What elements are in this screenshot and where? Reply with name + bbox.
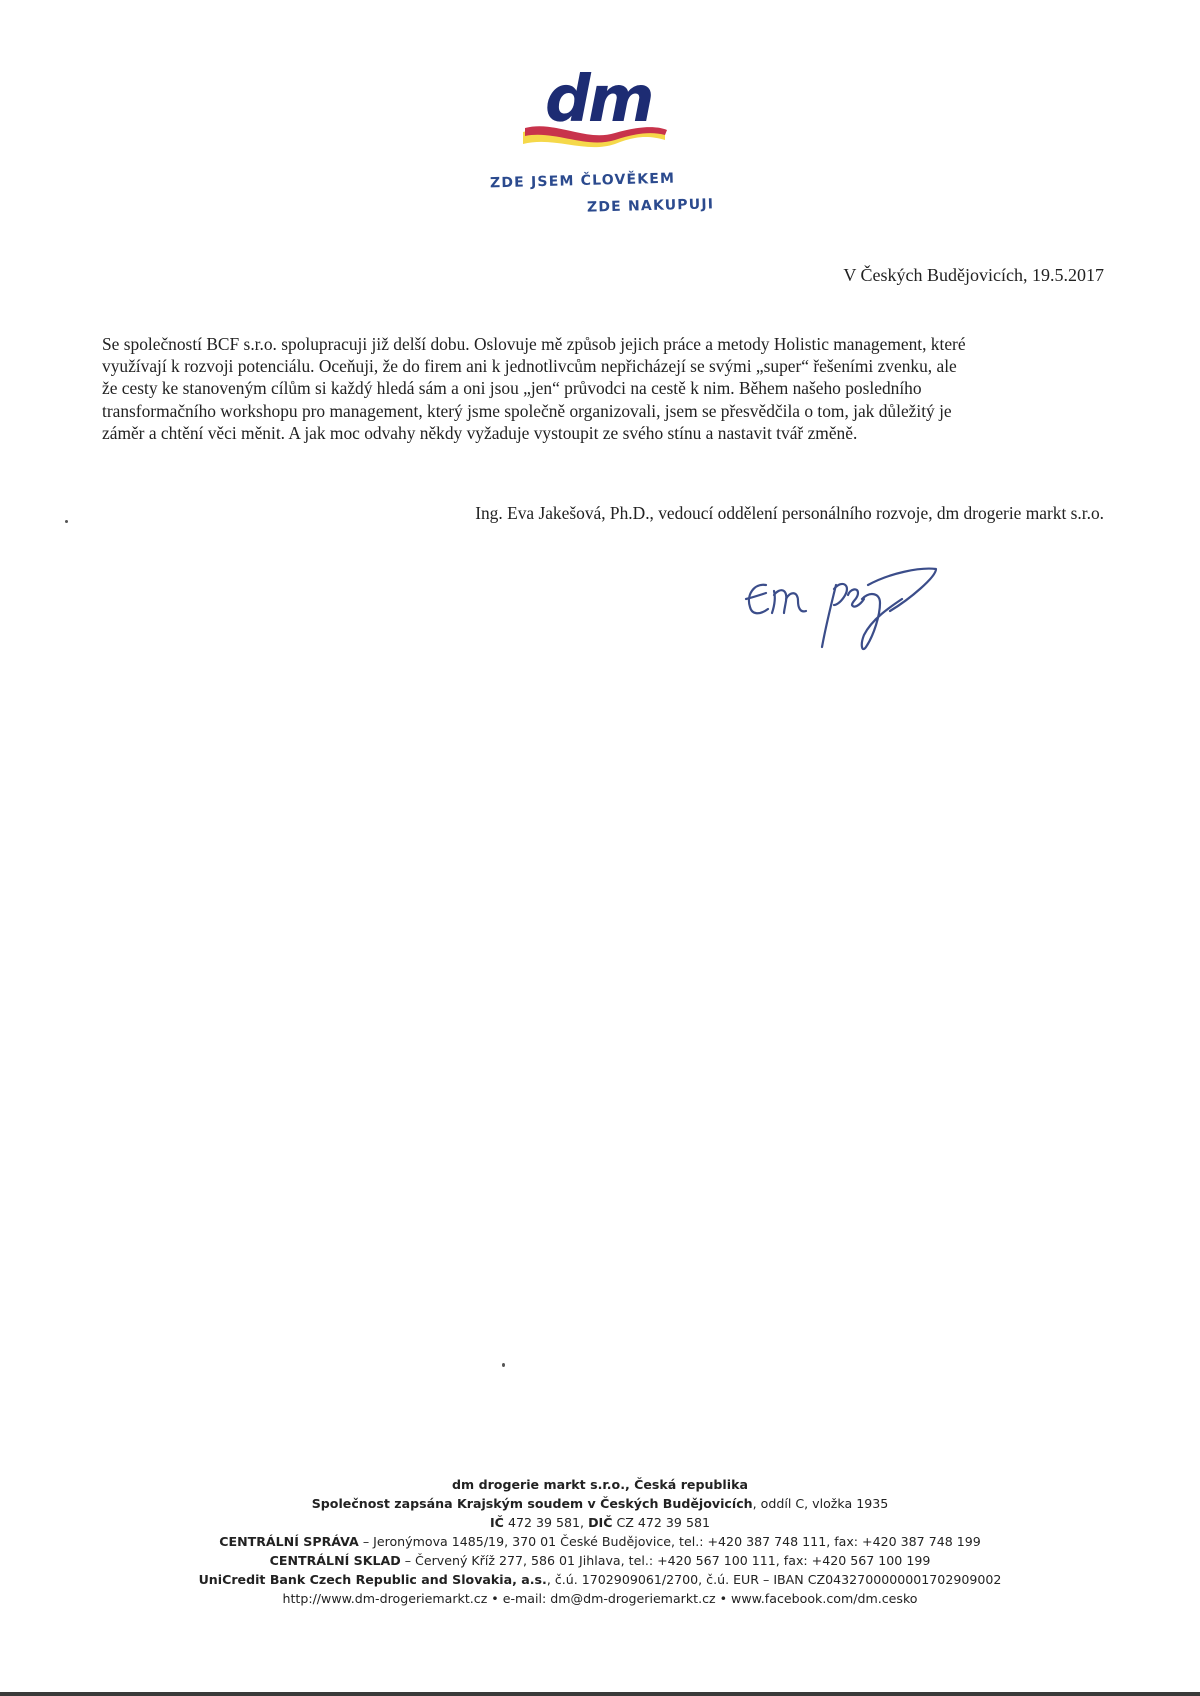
footer-central-admin-label: CENTRÁLNÍ SPRÁVA <box>219 1534 359 1549</box>
scan-speck <box>502 1363 505 1367</box>
footer-dic-value: CZ 472 39 581 <box>612 1515 710 1530</box>
footer-ic-value: 472 39 581, <box>503 1515 589 1530</box>
footer-registration-detail: , oddíl C, vložka 1935 <box>752 1496 889 1511</box>
company-footer <box>0 1475 1200 1608</box>
footer-line-central-warehouse <box>0 1551 1200 1570</box>
footer-line-ids <box>0 1513 1200 1532</box>
footer-central-admin-detail: – Jeronýmova 1485/19, 370 01 České Budějovice, tel.: +420 387 748 111, fax: +420 387 748 199 <box>358 1534 981 1549</box>
footer-dic-label: DIČ <box>588 1515 613 1530</box>
footer-line-company <box>0 1475 1200 1494</box>
body-line: využívají k rozvoji potenciálu. Oceňuji, že do firem ani k jednotlivcům nepřicházejí se svými „super“ řešeními zvenku, ale <box>102 356 957 377</box>
logo-tagline-2: ZDE NAKUPUJI <box>586 196 715 216</box>
footer-company-name: dm drogerie markt s.r.o., Česká republika <box>452 1477 748 1492</box>
logo-wordmark: dm <box>545 63 652 137</box>
scan-bottom-edge <box>0 1692 1200 1696</box>
scan-speck <box>65 520 68 523</box>
letter-body <box>102 333 1107 444</box>
footer-bank-detail: , č.ú. 1702909061/2700, č.ú. EUR – IBAN CZ0432700000001702909002 <box>546 1572 1002 1587</box>
logo-tagline-1: ZDE JSEM ČLOVĚKEM <box>489 170 676 192</box>
place-and-date: V Českých Budějovicích, 19.5.2017 <box>843 265 1104 285</box>
footer-registration-court: Společnost zapsána Krajským soudem v Českých Budějovicích <box>311 1496 753 1511</box>
footer-bank-name: UniCredit Bank Czech Republic and Slovakia, a.s. <box>198 1572 547 1587</box>
dm-logo <box>489 63 715 230</box>
footer-line-registration <box>0 1494 1200 1513</box>
footer-ic-label: IČ <box>490 1515 504 1530</box>
body-line: záměr a chtění věci měnit. A jak moc odvahy někdy vyžaduje vystoupit ze svého stínu a nastavit tvář změně. <box>102 422 858 443</box>
footer-central-warehouse-detail: – Červený Kříž 277, 586 01 Jihlava, tel.: +420 567 100 111, fax: +420 567 100 199 <box>400 1553 931 1568</box>
handwritten-signature-icon <box>740 555 960 665</box>
body-line: že cesty ke stanoveným cílům si každý hledá sám a oni jsou „jen“ průvodci na cestě k nim. Během našeho posledního <box>102 378 922 399</box>
signatory-line: Ing. Eva Jakešová, Ph.D., vedoucí oddělení personálního rozvoje, dm drogerie markt s.r.o. <box>475 503 1104 523</box>
footer-line-contacts: http://www.dm-drogeriemarkt.cz • e-mail: dm@dm-drogeriemarkt.cz • www.facebook.com/dm.cesko <box>282 1591 918 1606</box>
body-line: Se společností BCF s.r.o. spolupracuji již delší dobu. Oslovuje mě způsob jejich práce a metody Holistic management, které <box>102 334 966 354</box>
logo-swoosh-icon <box>515 122 675 162</box>
footer-central-warehouse-label: CENTRÁLNÍ SKLAD <box>269 1553 401 1568</box>
body-line: transformačního workshopu pro management, který jsme společně organizovali, jsem se přesvědčila o tom, jak důležitý je <box>102 400 952 421</box>
footer-line-central-admin <box>0 1532 1200 1551</box>
footer-line-bank <box>0 1570 1200 1589</box>
